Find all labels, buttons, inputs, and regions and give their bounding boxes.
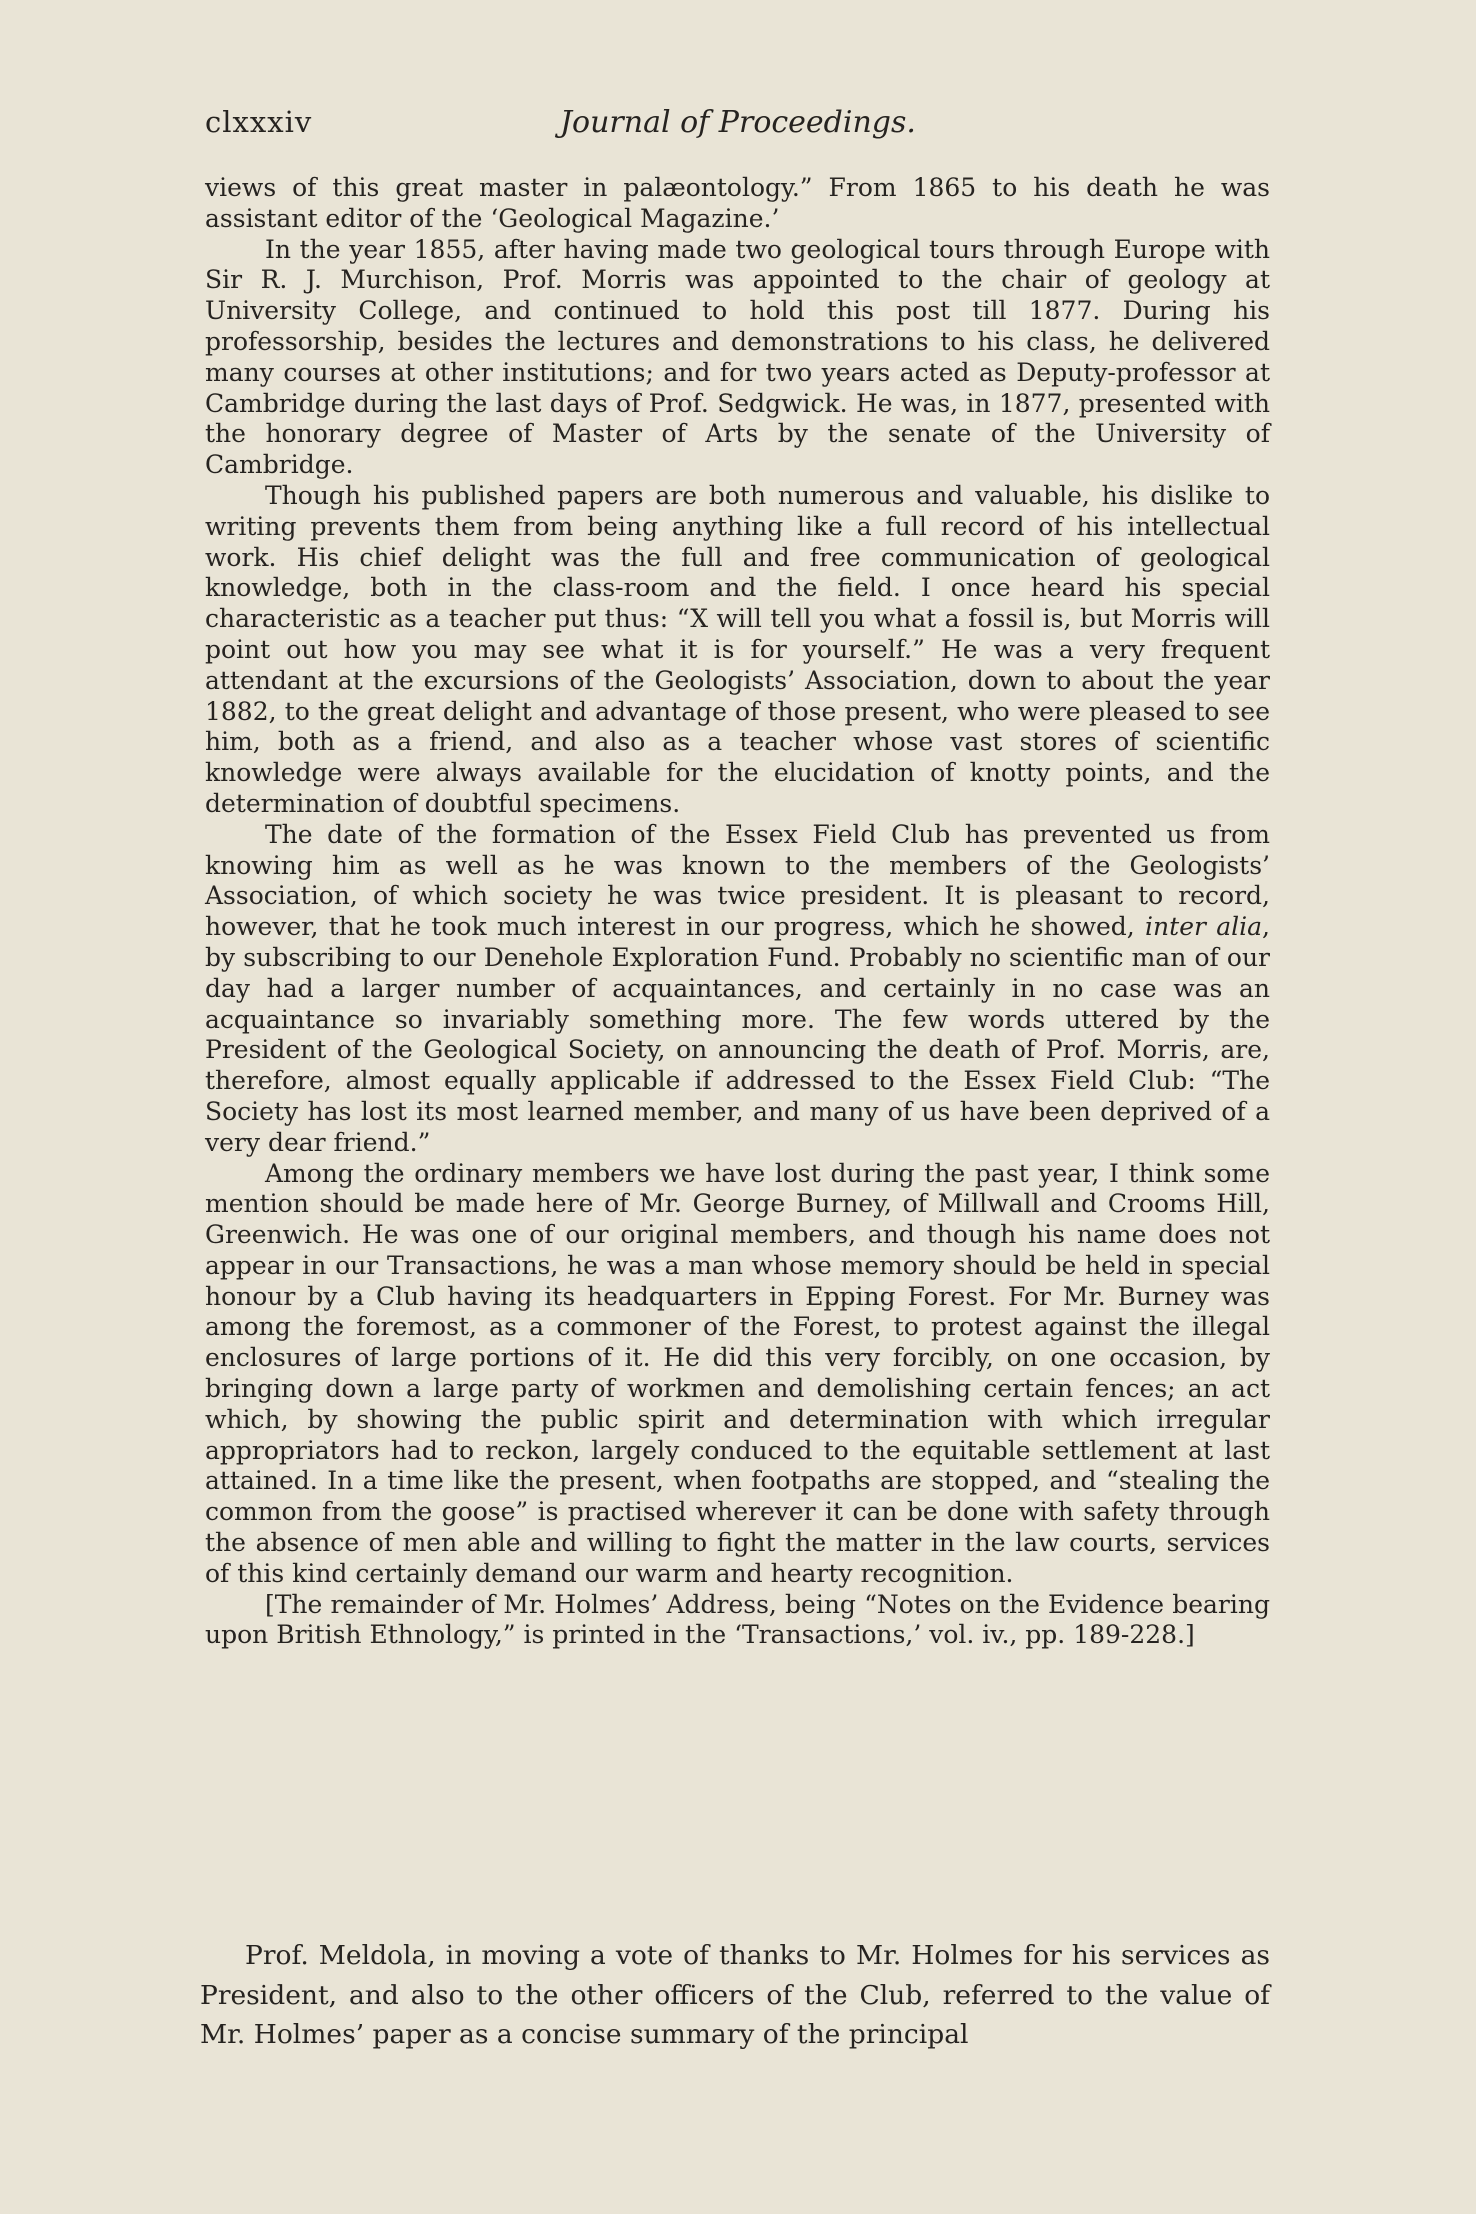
closing-paragraph: [200, 1936, 1270, 2055]
body-text: [205, 173, 1270, 1651]
paragraph: Though his published papers are both numerous and valuable, his dislike to writing prevents them from being anything like a full record of his intellectual work. His chief delight was the full and free communication of geological knowledge, both in the class-room and the field. I once heard his special characteristic as a teacher put thus: “X will tell you what a fossil is, but Morris will point out how you may see what it is for yourself.” He was a very frequent attendant at the excursions of the Geologists’ Association, down to about the year 1882, to the great delight and advantage of those present, who were pleased to see him, both as a friend, and also as a teacher whose vast stores of scientific knowledge were always available for the elucidation of knotty points, and the determination of doubtful specimens.: [205, 480, 1270, 818]
paragraph: Among the ordinary members we have lost during the past year, I think some mention should be made here of Mr. George Burney, of Millwall and Crooms Hill, Greenwich. He was one of our original members, and though his name does not appear in our Transactions, he was a man whose memory should be held in special honour by a Club having its headquarters in Epping Forest. For Mr. Burney was among the foremost, as a commoner of the Forest, to protest against the illegal enclosures of large portions of it. He did this very forcibly, on one occasion, by bringing down a large party of workmen and demolishing certain fences; an act which, by showing the public spirit and determination with which irregular appropriators had to reckon, largely conduced to the equitable settlement at last attained. In a time like the present, when footpaths are stopped, and “stealing the common from the goose” is practised wherever it can be done with safety through the absence of men able and willing to fight the matter in the law courts, services of this kind certainly demand our warm and hearty recognition.: [205, 1158, 1270, 1588]
paragraph: In the year 1855, after having made two geological tours through Europe with Sir R. J. Murchison, Prof. Morris was appointed to the chair of geology at University College, and continued to hold this post till 1877. During his professorship, besides the lectures and demonstrations to his class, he delivered many courses at other institutions; and for two years acted as Deputy-professor at Cambridge during the last days of Prof. Sedgwick. He was, in 1877, presented with the honorary degree of Master of Arts by the senate of the University of Cambridge.: [205, 234, 1270, 480]
latin-phrase: inter alia: [1145, 912, 1263, 942]
paragraph-note: [The remainder of Mr. Holmes’ Address, being “Notes on the Evidence bearing upon British Ethnology,” is printed in the ‘Transactions,’ vol. iv., pp. 189-228.]: [205, 1589, 1270, 1650]
paragraph: The date of the formation of the Essex Field Club has prevented us from knowing him as well as he was known to the members of the Geologists’ Association, of which society he was twice president. It is pleasant to record, however, that he took much interest in our progress, which he showed, inter alia, by subscribing to our Denehole Exploration Fund. Probably no scientific man of our day had a larger number of acquaintances, and certainly in no case was an acquaintance so invariably something more. The few words uttered by the President of the Geological Society, on announcing the death of Prof. Morris, are, therefore, almost equally applicable if addressed to the Essex Field Club: “The Society has lost its most learned member, and many of us have been deprived of a very dear friend.”: [205, 819, 1270, 1157]
paragraph: Prof. Meldola, in moving a vote of thanks to Mr. Holmes for his services as President, and also to the other officers of the Club, referred to the value of Mr. Holmes’ paper as a concise summary of the principal: [200, 1940, 1270, 2050]
page-number: clxxxiv: [205, 105, 313, 139]
running-title: Journal of Proceedings.: [560, 105, 916, 140]
page-header: [205, 105, 1267, 151]
paragraph: views of this great master in palæontology.” From 1865 to his death he was assistant editor of the ‘Geological Magazine.’: [205, 173, 1270, 233]
